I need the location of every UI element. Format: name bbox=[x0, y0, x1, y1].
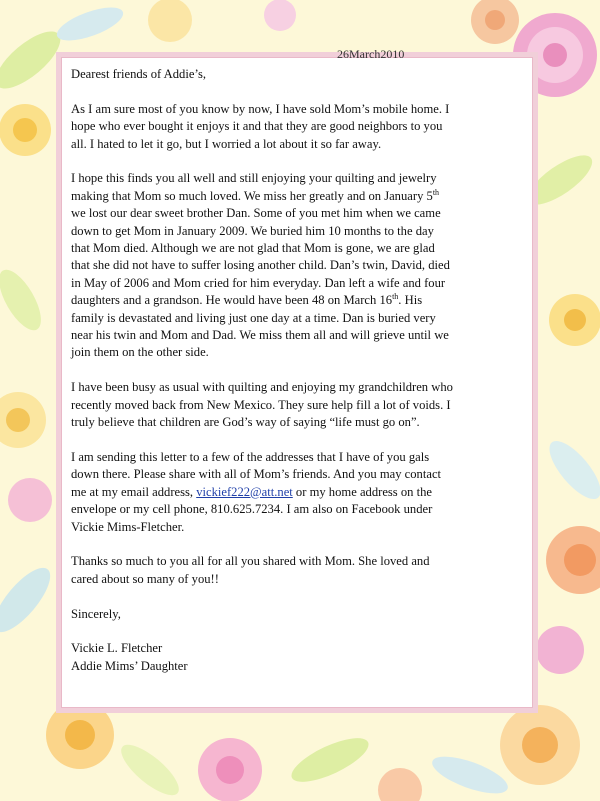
text-line: in May of 2006 and Mom cried for him everyday. Dan left a wife and four bbox=[71, 275, 446, 290]
paragraph-grandchildren bbox=[71, 379, 531, 431]
text-run: or my home address on the bbox=[292, 484, 432, 499]
text-line: I have been busy as usual with quilting and enjoying my grandchildren who bbox=[71, 380, 453, 395]
text-line: near his twin and Mom and Dad. We miss them all and will grieve until we bbox=[71, 328, 449, 343]
text-line: down there. Please share with all of Mom’s friends. And you may contact bbox=[71, 467, 442, 482]
text-line: As I am sure most of you know by now, I have sold Mom’s mobile home. I bbox=[71, 101, 450, 116]
text-line bbox=[71, 188, 531, 205]
letter-date: 26March2010 bbox=[337, 47, 405, 61]
text-line: recently moved back from New Mexico. They sure help fill a lot of voids. I bbox=[71, 397, 451, 412]
text-run: daughters and a grandson. He would have been 48 on March 16 bbox=[71, 293, 393, 308]
text-line: envelope or my cell phone, 810.625.7234. I am also on Facebook under bbox=[71, 502, 433, 517]
letter-body bbox=[71, 66, 531, 693]
email-link[interactable]: vickief222@att.net bbox=[196, 484, 293, 499]
text-line: cared about so many of you!! bbox=[71, 571, 219, 586]
superscript: th bbox=[432, 187, 440, 197]
text-line: I am sending this letter to a few of the addresses that I have of you gals bbox=[71, 449, 430, 464]
text-line bbox=[71, 484, 531, 501]
paragraph-contact bbox=[71, 449, 531, 536]
closing-line: Sincerely, bbox=[71, 606, 121, 621]
signature-title: Addie Mims’ Daughter bbox=[71, 658, 188, 673]
letter-greeting bbox=[71, 66, 531, 83]
signature-name: Vickie L. Fletcher bbox=[71, 641, 163, 656]
text-run: making that Mom so much loved. We miss her greatly and on January 5 bbox=[71, 188, 433, 203]
text-line: Vickie Mims-Fletcher. bbox=[71, 519, 185, 534]
text-line: we lost our dear sweet brother Dan. Some of you met him when we came bbox=[71, 206, 441, 221]
text-line: down to get Mom in January 2009. We buried him 10 months to the day bbox=[71, 223, 434, 238]
greeting-line: Dearest friends of Addie’s, bbox=[71, 67, 206, 81]
letter-signature bbox=[71, 640, 531, 675]
text-run: me at my email address, bbox=[71, 484, 197, 499]
paragraph-mobile-home bbox=[71, 101, 531, 153]
text-line: Thanks so much to you all for all you shared with Mom. She loved and bbox=[71, 554, 430, 569]
text-line: join them on the other side. bbox=[71, 345, 209, 360]
text-line: I hope this finds you all well and still enjoying your quilting and jewelry bbox=[71, 171, 437, 186]
superscript: th bbox=[392, 292, 399, 302]
paragraph-brother-dan bbox=[71, 170, 531, 361]
paragraph-thanks bbox=[71, 553, 531, 588]
text-line: truly believe that children are God’s way of saying “life must go on”. bbox=[71, 415, 420, 430]
text-line: hope who ever bought it enjoys it and that they are good neighbors to you bbox=[71, 119, 443, 134]
letter-closing bbox=[71, 606, 531, 623]
text-line: all. I hated to let it go, but I worried a lot about it so far away. bbox=[71, 136, 382, 151]
text-line: that Mom died. Although we are not glad that Mom is gone, we are glad bbox=[71, 241, 435, 256]
text-line bbox=[71, 292, 531, 309]
text-run: . His bbox=[398, 293, 423, 308]
text-line: family is devastated and living just one day at a time. Dan is buried very bbox=[71, 310, 436, 325]
text-line: that she did not have to suffer losing another child. Dan’s twin, David, died bbox=[71, 258, 450, 273]
